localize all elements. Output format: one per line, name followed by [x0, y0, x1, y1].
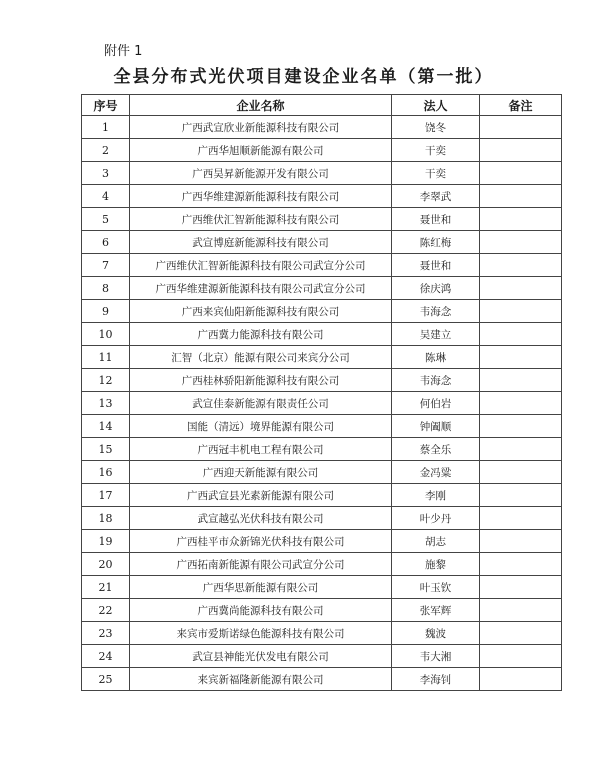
table-row — [82, 645, 562, 668]
row-remark — [480, 461, 562, 484]
table-row — [82, 231, 562, 254]
row-legal-person: 干奕 — [392, 162, 480, 185]
table-row — [82, 599, 562, 622]
row-legal-person: 徐庆鸿 — [392, 277, 480, 300]
row-remark — [480, 576, 562, 599]
row-serial-number: 23 — [82, 622, 130, 645]
row-legal-person: 钟阖顺 — [392, 415, 480, 438]
table-row — [82, 323, 562, 346]
row-legal-person: 叶玉钦 — [392, 576, 480, 599]
row-legal-person: 蔡全乐 — [392, 438, 480, 461]
row-legal-person: 陈红梅 — [392, 231, 480, 254]
row-remark — [480, 185, 562, 208]
row-remark — [480, 668, 562, 691]
row-company-name: 广西昊昇新能源开发有限公司 — [130, 162, 392, 185]
row-serial-number: 10 — [82, 323, 130, 346]
table-row — [82, 461, 562, 484]
attachment-label: 附件 1 — [104, 44, 143, 59]
table-row — [82, 553, 562, 576]
row-company-name: 广西华旭顺新能源有限公司 — [130, 139, 392, 162]
row-legal-person: 吴建立 — [392, 323, 480, 346]
row-remark — [480, 208, 562, 231]
enterprise-table — [81, 94, 562, 691]
row-legal-person: 聂世和 — [392, 254, 480, 277]
table-row — [82, 300, 562, 323]
row-serial-number: 12 — [82, 369, 130, 392]
row-company-name: 广西桂平市众新锦光伏科技有限公司 — [130, 530, 392, 553]
row-serial-number: 24 — [82, 645, 130, 668]
row-legal-person: 何伯岩 — [392, 392, 480, 415]
row-serial-number: 9 — [82, 300, 130, 323]
row-remark — [480, 553, 562, 576]
row-serial-number: 2 — [82, 139, 130, 162]
document-title: 全县分布式光伏项目建设企业名单（第一批） — [113, 67, 494, 87]
table-row — [82, 208, 562, 231]
row-company-name: 广西华维建源新能源科技有限公司 — [130, 185, 392, 208]
row-company-name: 武宣县神能光伏发电有限公司 — [130, 645, 392, 668]
row-serial-number: 14 — [82, 415, 130, 438]
table-row — [82, 484, 562, 507]
row-company-name: 国能（清远）境界能源有限公司 — [130, 415, 392, 438]
row-company-name: 广西拓南新能源有限公司武宣分公司 — [130, 553, 392, 576]
row-remark — [480, 300, 562, 323]
row-company-name: 武宣博庭新能源科技有限公司 — [130, 231, 392, 254]
table-row — [82, 254, 562, 277]
row-company-name: 武宣佳泰新能源有限责任公司 — [130, 392, 392, 415]
row-legal-person: 魏波 — [392, 622, 480, 645]
table-row — [82, 185, 562, 208]
row-serial-number: 4 — [82, 185, 130, 208]
table-row — [82, 369, 562, 392]
row-company-name: 广西冀力能源科技有限公司 — [130, 323, 392, 346]
row-company-name: 广西武宣欣业新能源科技有限公司 — [130, 116, 392, 139]
row-remark — [480, 346, 562, 369]
row-legal-person: 胡志 — [392, 530, 480, 553]
table-row — [82, 507, 562, 530]
row-legal-person: 饶冬 — [392, 116, 480, 139]
table-header-row — [82, 95, 562, 116]
row-remark — [480, 507, 562, 530]
row-serial-number: 7 — [82, 254, 130, 277]
row-legal-person: 韦海念 — [392, 300, 480, 323]
row-remark — [480, 231, 562, 254]
table-row — [82, 392, 562, 415]
table-row — [82, 116, 562, 139]
row-company-name: 来宾新福隆新能源有限公司 — [130, 668, 392, 691]
table-body — [82, 116, 562, 691]
header-remark: 备注 — [480, 95, 562, 116]
table-row — [82, 346, 562, 369]
row-company-name: 广西桂林骄阳新能源科技有限公司 — [130, 369, 392, 392]
row-remark — [480, 599, 562, 622]
row-remark — [480, 277, 562, 300]
row-serial-number: 1 — [82, 116, 130, 139]
row-serial-number: 11 — [82, 346, 130, 369]
row-remark — [480, 530, 562, 553]
row-serial-number: 13 — [82, 392, 130, 415]
row-company-name: 广西冠丰机电工程有限公司 — [130, 438, 392, 461]
row-serial-number: 5 — [82, 208, 130, 231]
row-company-name: 广西维伏汇智新能源科技有限公司 — [130, 208, 392, 231]
row-company-name: 来宾市爱斯诺绿色能源科技有限公司 — [130, 622, 392, 645]
table-row — [82, 139, 562, 162]
row-company-name: 广西华思新能源有限公司 — [130, 576, 392, 599]
row-serial-number: 21 — [82, 576, 130, 599]
row-remark — [480, 369, 562, 392]
row-serial-number: 25 — [82, 668, 130, 691]
row-company-name: 广西来宾仙阳新能源科技有限公司 — [130, 300, 392, 323]
row-serial-number: 18 — [82, 507, 130, 530]
table-row — [82, 530, 562, 553]
row-remark — [480, 622, 562, 645]
row-company-name: 广西华维建源新能源科技有限公司武宣分公司 — [130, 277, 392, 300]
row-company-name: 广西迎天新能源有限公司 — [130, 461, 392, 484]
row-remark — [480, 484, 562, 507]
row-company-name: 广西冀尚能源科技有限公司 — [130, 599, 392, 622]
row-remark — [480, 645, 562, 668]
row-remark — [480, 162, 562, 185]
row-remark — [480, 392, 562, 415]
row-legal-person: 张军辉 — [392, 599, 480, 622]
row-remark — [480, 438, 562, 461]
row-serial-number: 20 — [82, 553, 130, 576]
row-legal-person: 干奕 — [392, 139, 480, 162]
row-serial-number: 8 — [82, 277, 130, 300]
row-legal-person: 叶少丹 — [392, 507, 480, 530]
table-row — [82, 415, 562, 438]
row-remark — [480, 415, 562, 438]
row-company-name: 广西维伏汇智新能源科技有限公司武宣分公司 — [130, 254, 392, 277]
header-legal-person: 法人 — [392, 95, 480, 116]
table-row — [82, 162, 562, 185]
table-row — [82, 277, 562, 300]
row-remark — [480, 139, 562, 162]
row-company-name: 汇智（北京）能源有限公司来宾分公司 — [130, 346, 392, 369]
row-remark — [480, 323, 562, 346]
row-legal-person: 聂世和 — [392, 208, 480, 231]
table-row — [82, 438, 562, 461]
row-serial-number: 15 — [82, 438, 130, 461]
row-legal-person: 韦海念 — [392, 369, 480, 392]
row-legal-person: 李海钊 — [392, 668, 480, 691]
row-serial-number: 16 — [82, 461, 130, 484]
row-remark — [480, 254, 562, 277]
row-company-name: 广西武宣县光素新能源有限公司 — [130, 484, 392, 507]
row-serial-number: 17 — [82, 484, 130, 507]
table-row — [82, 576, 562, 599]
row-legal-person: 陈琳 — [392, 346, 480, 369]
row-remark — [480, 116, 562, 139]
row-legal-person: 李刚 — [392, 484, 480, 507]
row-legal-person: 施黎 — [392, 553, 480, 576]
row-legal-person: 韦大湘 — [392, 645, 480, 668]
table-row — [82, 622, 562, 645]
row-serial-number: 3 — [82, 162, 130, 185]
header-company-name: 企业名称 — [130, 95, 392, 116]
row-serial-number: 22 — [82, 599, 130, 622]
row-company-name: 武宣越弘光伏科技有限公司 — [130, 507, 392, 530]
row-serial-number: 6 — [82, 231, 130, 254]
row-legal-person: 金冯粱 — [392, 461, 480, 484]
row-serial-number: 19 — [82, 530, 130, 553]
row-legal-person: 李翠武 — [392, 185, 480, 208]
table-row — [82, 668, 562, 691]
header-serial-number: 序号 — [82, 95, 130, 116]
